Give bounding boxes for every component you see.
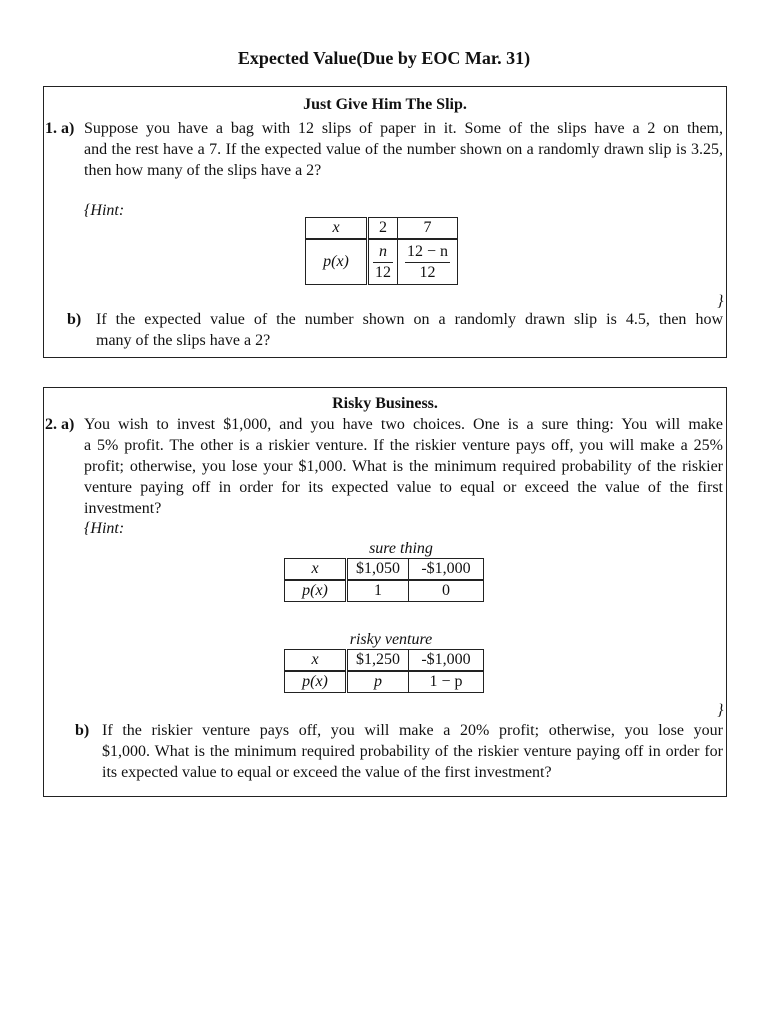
risky-venture-table [284, 649, 484, 693]
table-cell: $1,250 [347, 650, 409, 672]
table-x-header: x [285, 650, 347, 672]
problem-2-box [43, 387, 727, 797]
table-cell: 7 [398, 218, 458, 240]
problem-2b-text-line1: If the riskier venture pays off, you will make a 20% profit; otherwise, you lose your [102, 722, 723, 739]
problem-1b-label: b) [67, 311, 82, 328]
fraction-denominator: 12 [375, 263, 391, 281]
problem-2b-label: b) [75, 722, 90, 739]
problem-1b-text-line1: If the expected value of the number shown on a randomly drawn slip is 4.5, then how [96, 311, 723, 328]
table-cell: 1 − p [409, 671, 484, 693]
problem-1-hint-close: } [717, 293, 724, 310]
table-cell: -$1,000 [409, 650, 484, 672]
problem-2-title: Risky Business. [332, 395, 438, 412]
table-x-header: x [285, 559, 347, 581]
table-px-header: p(x) [285, 580, 347, 602]
problem-1-box [43, 86, 727, 358]
table-cell: -$1,000 [409, 559, 484, 581]
table-cell: $1,050 [347, 559, 409, 581]
fraction-numerator: 12 − n [405, 242, 450, 263]
problem-2b-text: $1,000. What is the minimum required probability of the riskier venture paying off in order for its expected value to equal or exceed the value of the first investment? [102, 743, 723, 781]
fraction [405, 242, 450, 283]
table-cell: 1 [347, 580, 409, 602]
table-px-header: p(x) [306, 239, 368, 285]
risky-venture-caption: risky venture [349, 631, 433, 648]
problem-1a-label: 1. a) [45, 120, 75, 137]
problem-2a-label: 2. a) [45, 416, 75, 433]
table-cell: p [347, 671, 409, 693]
problem-2-hint-close: } [717, 702, 724, 719]
table-cell [398, 239, 458, 285]
problem-2a-text-line1: You wish to invest $1,000, and you have two choices. One is a sure thing: You will make [84, 416, 723, 433]
sure-thing-table [284, 558, 484, 602]
problem-1a-text-line1: Suppose you have a bag with 12 slips of paper in it. Some of the slips have a 2 on them, [84, 120, 723, 137]
fraction-denominator: 12 [419, 263, 436, 281]
sure-thing-caption: sure thing [369, 540, 433, 557]
problem-1-probability-table [305, 217, 458, 285]
page-title: Expected Value(Due by EOC Mar. 31) [237, 48, 531, 68]
table-px-header: p(x) [285, 671, 347, 693]
table-x-header: x [306, 218, 368, 240]
table-cell: 0 [409, 580, 484, 602]
problem-1b-text: many of the slips have a 2? [96, 332, 271, 349]
problem-1a-text: and the rest have a 7. If the expected value of the number shown on a randomly drawn slip is 3.25, then how many of the slips have a 2? [84, 141, 723, 179]
problem-1-title: Just Give Him The Slip. [303, 96, 467, 113]
problem-2a-text: a 5% profit. The other is a riskier venture. If the riskier venture pays off, you will make a 25% profit; otherwise, you lose your $1,000. What is the minimum required probability of the riskier venture paying off in order for its expected value to equal or exceed the value of the first investment? [84, 437, 723, 517]
fraction-numerator: n [373, 242, 393, 263]
problem-2-hint: {Hint: [84, 520, 125, 537]
table-cell [368, 239, 398, 285]
table-cell: 2 [368, 218, 398, 240]
fraction [373, 242, 393, 283]
problem-1-hint: {Hint: [84, 202, 125, 219]
